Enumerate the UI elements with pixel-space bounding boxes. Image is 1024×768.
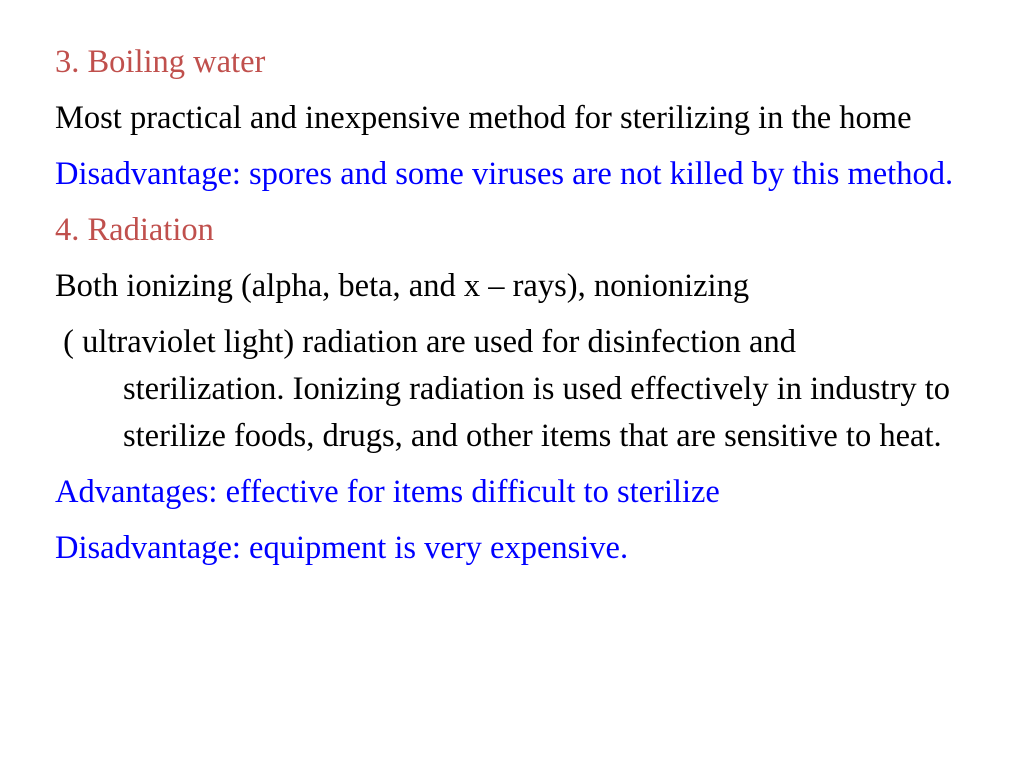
radiation-description: ( ultraviolet light) radiation are used for disinfection and sterilization. Ionizing radiation is used effectively in industry to sterilize foods, drugs, and other items that are sensitive to heat. [55, 324, 959, 454]
heading-boiling-water: 3. Boiling water [55, 44, 266, 80]
heading-radiation: 4. Radiation [55, 212, 214, 248]
boiling-water-disadvantage: Disadvantage: spores and some viruses are not killed by this method. [55, 156, 954, 192]
radiation-types: Both ionizing (alpha, beta, and x – rays), nonionizing [55, 268, 750, 304]
radiation-advantages: Advantages: effective for items difficult to sterilize [55, 474, 720, 510]
boiling-water-description: Most practical and inexpensive method for sterilizing in the home [55, 100, 912, 136]
radiation-disadvantage: Disadvantage: equipment is very expensive. [55, 530, 629, 566]
